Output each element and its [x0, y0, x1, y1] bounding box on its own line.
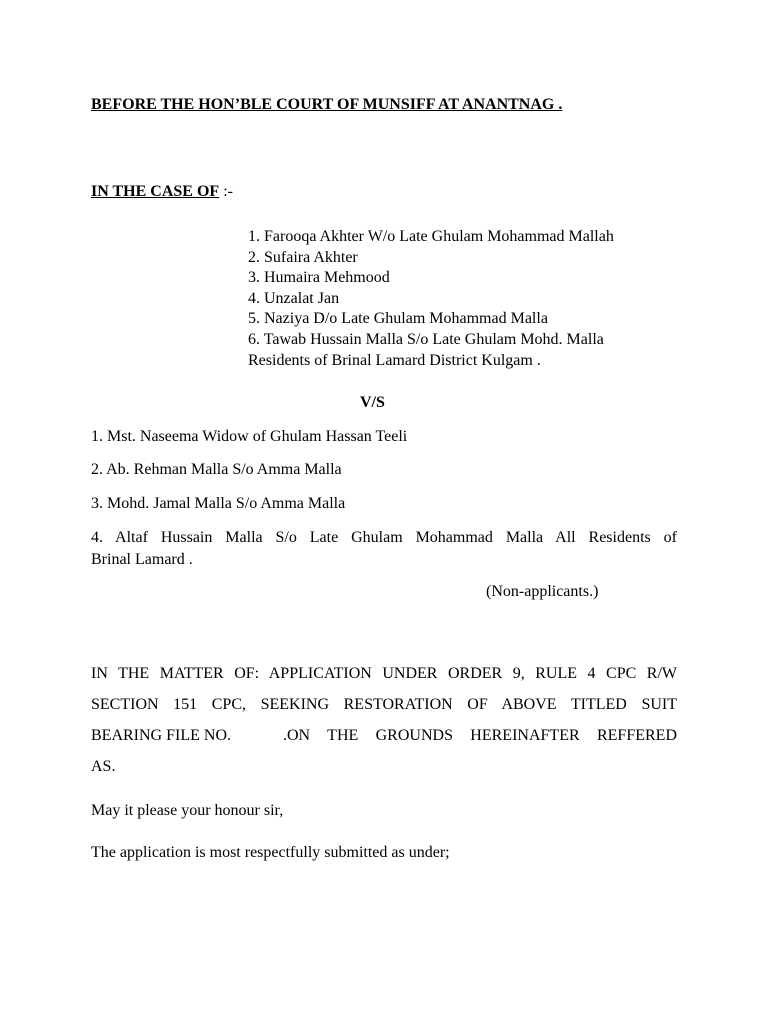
case-of-label: IN THE CASE OF	[91, 183, 220, 200]
respondent-line: 3. Mohd. Jamal Malla S/o Amma Malla	[91, 495, 346, 512]
respondent-line: 2. Ab. Rehman Malla S/o Amma Malla	[91, 461, 342, 478]
case-of-suffix: :-	[219, 183, 233, 200]
salutation: May it please your honour sir,	[91, 802, 284, 819]
applicant-line: 5. Naziya D/o Late Ghulam Mohammad Malla	[248, 310, 548, 328]
applicant-line: 3. Humaira Mehmood	[248, 269, 390, 287]
case-of-line	[91, 182, 233, 202]
applicant-line: 6. Tawab Hussain Malla S/o Late Ghulam Mohd. Malla	[248, 330, 604, 348]
submission-line: The application is most respectfully submitted as under;	[91, 844, 450, 861]
matter-line-4: AS.	[91, 758, 116, 775]
matter-line-3	[91, 720, 677, 751]
applicants-residence: Residents of Brinal Lamard District Kulgam .	[248, 351, 541, 369]
respondent-4-line-2: Brinal Lamard .	[91, 551, 193, 568]
non-applicants-label: (Non-applicants.)	[486, 583, 599, 600]
grounds-text: .ON THE GROUNDS HEREINAFTER REFFERED	[283, 727, 677, 744]
matter-paragraph	[91, 658, 677, 782]
matter-line-2: SECTION 151 CPC, SEEKING RESTORATION OF ABOVE TITLED SUIT	[91, 696, 677, 713]
applicants-list	[248, 227, 614, 371]
applicant-line: 2. Sufaira Akhter	[248, 248, 358, 266]
respondent-line: 1. Mst. Naseema Widow of Ghulam Hassan Teeli	[91, 428, 408, 445]
applicant-line: 4. Unzalat Jan	[248, 289, 340, 307]
file-number-label: BEARING FILE NO.	[91, 727, 231, 744]
court-heading: BEFORE THE HON’BLE COURT OF MUNSIFF AT ANANTNAG .	[91, 96, 563, 113]
applicant-line: 1. Farooqa Akhter W/o Late Ghulam Mohammad Mallah	[248, 228, 614, 245]
respondent-4-line-1: 4. Altaf Hussain Malla S/o Late Ghulam Mohammad Malla All Residents of	[91, 529, 677, 546]
versus-label: V/S	[360, 394, 385, 411]
respondent-4-paragraph	[91, 527, 677, 571]
matter-line-1: IN THE MATTER OF: APPLICATION UNDER ORDER 9, RULE 4 CPC R/W	[91, 665, 677, 682]
